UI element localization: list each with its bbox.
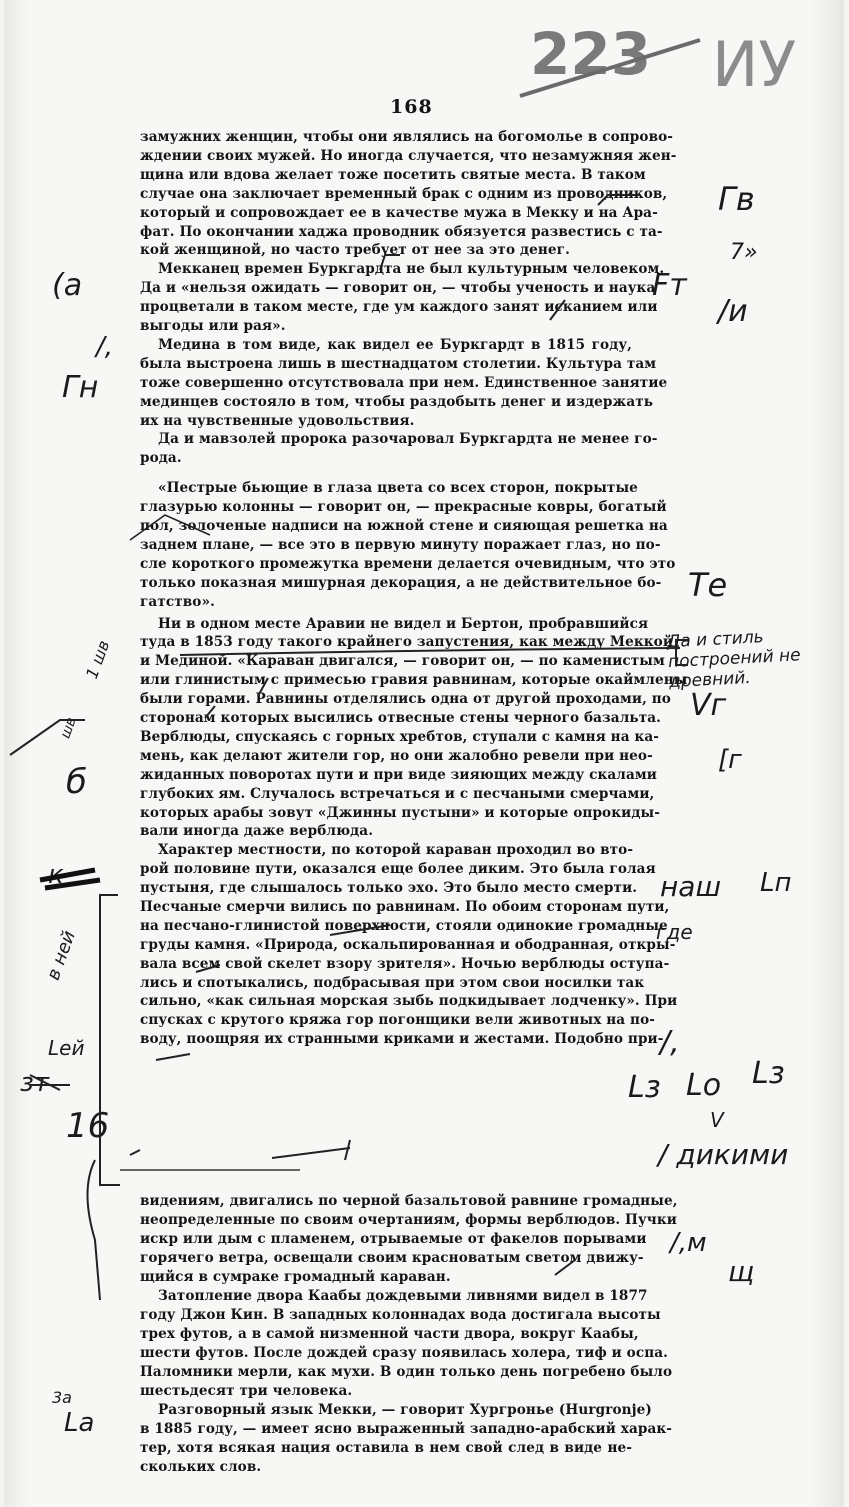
margin-note-right: Гв	[718, 180, 755, 218]
text-line: который и сопровождает ее в качестве мужа в Мекку и на Ара-	[140, 205, 658, 221]
margin-note-right: Lo	[686, 1068, 722, 1103]
text-line: Характер местности, по которой караван проходил во вто-	[158, 842, 634, 858]
margin-note-left: Lа	[64, 1408, 95, 1438]
margin-note-right: [г	[718, 745, 742, 775]
text-line: лись и спотыкались, подбрасывая при этом свои носилки так	[140, 975, 645, 991]
text-line: воду, поощряя их странными криками и жестами. Подобно при-	[140, 1031, 664, 1047]
margin-note-right: щ	[728, 1255, 755, 1288]
text-line: Верблюды, спускаясь с горных хребтов, ступали с камня на ка-	[140, 729, 660, 745]
page-number: 168	[390, 96, 433, 118]
archive-number-crossed: 223	[530, 20, 652, 88]
text-line: шестьдесят три человека.	[140, 1383, 353, 1399]
margin-note-left: зт	[20, 1068, 49, 1098]
text-line: были горами. Равнины отделялись одна от другой проходами, по	[140, 691, 671, 707]
text-line: которых арабы зовут «Джинны пустыни» и которые опрокиды-	[140, 805, 660, 821]
margin-note-left: Гн	[62, 370, 99, 405]
text-line: сторонам которых высились отвесные стены черного базальта.	[140, 710, 661, 726]
text-line: их на чувственные удовольствия.	[140, 413, 415, 429]
text-line: жиданных поворотах пути и при виде зияющих между скалами	[140, 767, 657, 783]
text-line: и Мединой. «Караван двигался, — говорит он, — по каменистым	[140, 653, 665, 669]
text-line: скольких слов.	[140, 1459, 262, 1475]
margin-note-left: к	[48, 860, 64, 890]
margin-note-left: (а	[52, 268, 83, 303]
scribble-mark	[40, 870, 100, 888]
text-line: Да и «нельзя ожидать — говорит он, — чтобы ученость и наука	[140, 280, 656, 296]
text-line: тер, хотя всякая нация оставила в нем свой след в виде не-	[140, 1440, 632, 1456]
crossout-stroke	[520, 40, 700, 96]
margin-note-right: / дикими	[658, 1138, 789, 1171]
text-line: тоже совершенно отсутствовала при нем. Единственное занятие	[140, 375, 668, 391]
text-line: Ни в одном месте Аравии не видел и Бертон, пробравшийся	[158, 616, 649, 632]
margin-note-left: 1 шв	[82, 637, 114, 682]
text-line: вали иногда даже верблюда.	[140, 823, 374, 839]
margin-note-right: Lз	[628, 1070, 661, 1105]
text-line: замужних женщин, чтобы они являлись на богомолье в сопрово-	[140, 129, 674, 145]
text-line: глубоких ям. Случалось встречаться и с песчаными смерчами,	[140, 786, 655, 802]
text-line: или глинистым с примесью гравия равнинам, которые окаймлены	[140, 672, 688, 688]
text-line: мединцев состояло в том, чтобы раздобыть денег и издержать	[140, 394, 654, 410]
margin-note-left: шв	[57, 715, 80, 741]
text-line: туда в 1853 году такого крайнего запустения, как между Меккой	[140, 634, 674, 650]
text-line: ждении своих мужей. Но иногда случается, что незамужняя жен-	[140, 148, 677, 164]
text-line: рода.	[140, 450, 182, 466]
text-line: Разговорный язык Мекки, — говорит Хургронье (Hurgronje)	[158, 1402, 652, 1418]
margin-note-right: Да и стиль построений не древний.	[666, 627, 802, 693]
text-line: вала всем свой скелет взору зрителя». Ночью верблюды оступа-	[140, 956, 670, 972]
margin-note-right: наш	[660, 870, 722, 903]
margin-note-left: б	[66, 762, 87, 802]
text-line: пол, золоченые надписи на южной стене и сияющая решетка на	[140, 518, 668, 534]
margin-note-right: Vг	[690, 688, 727, 723]
margin-note-right: где	[656, 920, 693, 944]
text-line: случае она заключает временный брак с одним из проводников,	[140, 186, 668, 202]
text-line: мень, как делают жители гор, но они жалобно ревели при нео-	[140, 748, 653, 764]
arrow-stroke	[10, 720, 85, 755]
text-line: Медина в том виде, как видел ее Буркгардт в 1815 году,	[158, 337, 632, 353]
margin-note-right: /,м	[670, 1228, 707, 1258]
text-line: щийся в сумраке громадный караван.	[140, 1269, 451, 1285]
text-line: фат. По окончании хаджа проводник обязуется развестись с та-	[140, 224, 663, 240]
margin-note-left: в ней	[42, 928, 81, 983]
text-line: кой женщиной, но часто требует от нее за это денег.	[140, 242, 570, 258]
text-line: щина или вдова желает тоже посетить святые места. В таком	[140, 167, 646, 183]
text-line: горячего ветра, освещали своим красноватым светом движу-	[140, 1250, 644, 1266]
text-line: Паломники мерли, как мухи. В один только день погребено было	[140, 1364, 673, 1380]
text-line: спусках с крутого кряжа гор погонщики вели животных на по-	[140, 1012, 655, 1028]
margin-note-right: V	[710, 1108, 724, 1132]
text-line: глазурью колонны — говорит он, — прекрасные ковры, богатый	[140, 499, 667, 515]
text-line: сле короткого промежутка времени делается очевидным, что это	[140, 556, 676, 572]
text-line: видениям, двигались по черной базальтовой равнине громадные,	[140, 1193, 678, 1209]
text-line: шести футов. После дождей сразу появилась холера, тиф и оспа.	[140, 1345, 669, 1361]
text-line: груды камня. «Природа, оскальпированная и ободранная, откры-	[140, 937, 676, 953]
archive-mark: ИУ	[712, 28, 797, 101]
text-line: рой половине пути, оказался еще более диким. Это была голая	[140, 861, 656, 877]
text-line: искр или дым с пламенем, отрываемые от факелов порывами	[140, 1231, 647, 1247]
text-line: на песчано-глинистой поверхности, стояли одинокие громадные	[140, 918, 668, 934]
text-line: году Джон Кин. В западных колоннадах вода достигала высоты	[140, 1307, 661, 1323]
margin-note-right: Те	[688, 566, 728, 604]
text-line: пустыня, где слышалось только эхо. Это было место смерти.	[140, 880, 638, 896]
margin-note-right: Lз	[752, 1056, 785, 1091]
text-line: Да и мавзолей пророка разочаровал Буркгардта не менее го-	[158, 431, 658, 447]
margin-note-right: /и	[718, 294, 748, 329]
margin-note-left: 3а	[52, 1388, 72, 1407]
text-line: в 1885 году, — имеет ясно выраженный западно-арабский харак-	[140, 1421, 673, 1437]
margin-note-right: /,	[660, 1025, 680, 1060]
margin-note-left: /,	[96, 332, 114, 362]
text-line: Затопление двора Каабы дождевыми ливнями видел в 1877	[158, 1288, 648, 1304]
text-line: гатство».	[140, 594, 215, 610]
margin-note-left: 16	[66, 1106, 110, 1146]
text-line: только показная мишурная декорация, а не действительное бо-	[140, 575, 662, 591]
margin-note-right: Lп	[760, 868, 792, 898]
text-line: неопределенные по своим очертаниям, формы верблюдов. Пучки	[140, 1212, 677, 1228]
margin-note-left: Lей	[48, 1036, 85, 1060]
text-line: выгоды или рая».	[140, 318, 286, 334]
text-line: процветали в таком месте, где ум каждого занят исканием или	[140, 299, 658, 315]
bracket-lower	[88, 1160, 101, 1300]
text-line: Песчаные смерчи вились по равнинам. По обоим сторонам пути,	[140, 899, 670, 915]
text-line: была выстроена лишь в шестнадцатом столетии. Культура там	[140, 356, 657, 372]
text-line: «Пестрые бьющие в глаза цвета со всех сторон, покрытые	[158, 480, 638, 496]
margin-note-right: 7»	[730, 240, 758, 265]
margin-note-right: Fт	[652, 268, 687, 303]
text-line: Мекканец времен Буркгардта не был культурным человеком.	[158, 261, 665, 277]
text-line: трех футов, а в самой низменной части двора, вокруг Каабы,	[140, 1326, 639, 1342]
text-line: сильно, «как сильная морская зыбь подкидывает лодченку». При	[140, 993, 678, 1009]
text-line: заднем плане, — все это в первую минуту поражает глаз, но по-	[140, 537, 661, 553]
separator-line	[180, 648, 680, 655]
left-bracket	[100, 895, 120, 1185]
